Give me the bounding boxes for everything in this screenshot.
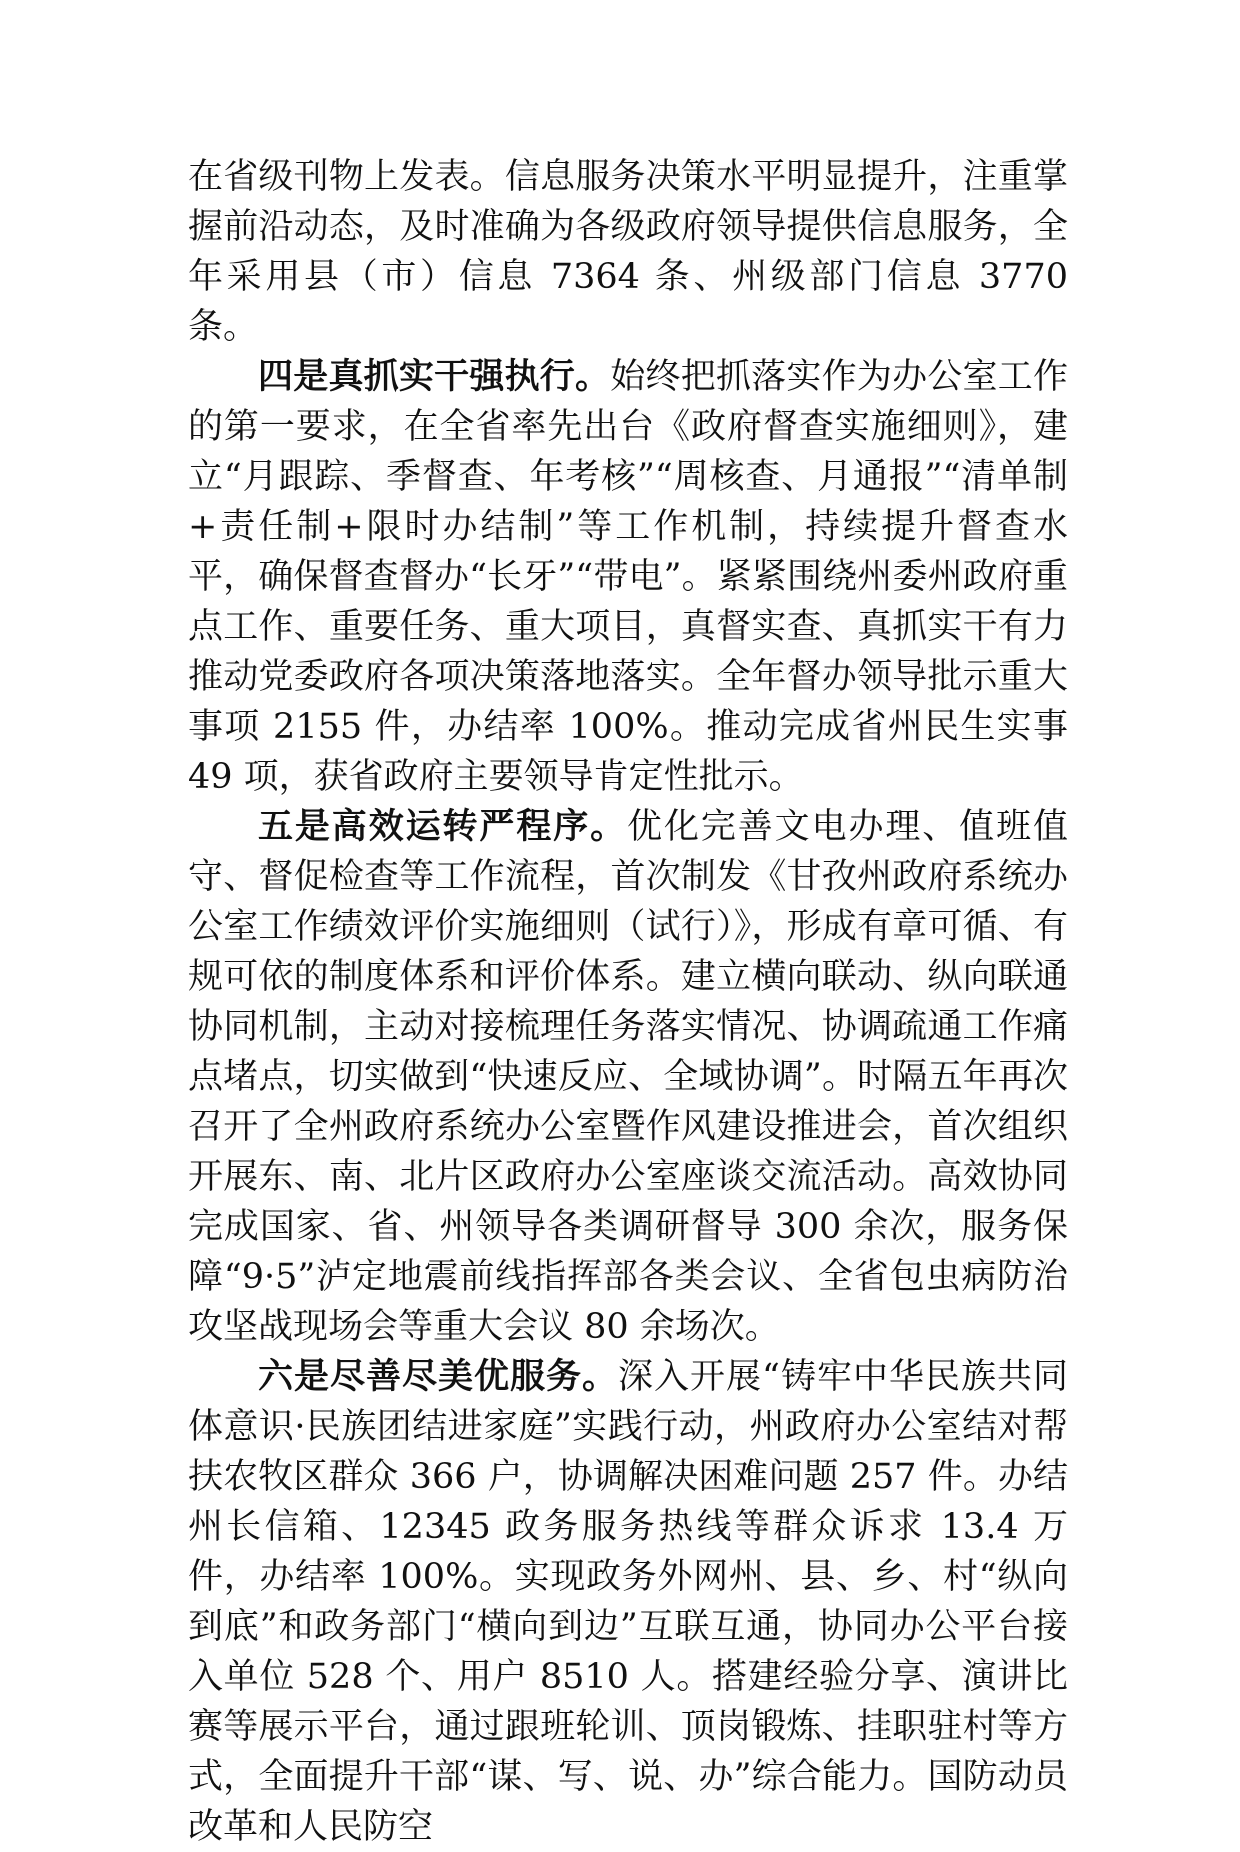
paragraph-six — [188, 1352, 1068, 1852]
paragraph-text: 始终把抓落实作为办公室工作的第一要求，在全省率先出台《政府督查实施细则》，建立“月跟踪、季督查、年考核”“周核查、月通报”“清单制+责任制+限时办结制”等工作机制，持续提升督查水平，确保督查督办“长牙”“带电”。紧紧围绕州委州政府重点工作、重要任务、重大项目，真督实查、真抓实干有力推动党委政府各项决策落地落实。全年督办领导批示重大事项 2155 件，办结率 100%。推动完成省州民生实事 49 项，获省政府主要领导肯定性批示。 — [188, 357, 1068, 797]
paragraph-heading: 四是真抓实干强执行。 — [258, 357, 611, 397]
paragraph-text: 深入开展“铸牢中华民族共同体意识·民族团结进家庭”实践行动，州政府办公室结对帮扶农牧区群众 366 户，协调解决困难问题 257 件。办结州长信箱、12345 政务服务热线等群众诉求 13.4 万件，办结率 100%。实现政务外网州、县、乡、村“纵向到底”和政务部门“横向到边”互联互通，协同办公平台接入单位 528 个、用户 8510 人。搭建经验分享、演讲比赛等展示平台，通过跟班轮训、顶岗锻炼、挂职驻村等方式，全面提升干部“谋、写、说、办”综合能力。国防动员改革和人民防空 — [188, 1357, 1068, 1847]
paragraph-text: 在省级刊物上发表。信息服务决策水平明显提升，注重掌握前沿动态，及时准确为各级政府领导提供信息服务，全年采用县（市）信息 7364 条、州级部门信息 3770 条。 — [188, 157, 1068, 347]
paragraph-continuation — [188, 152, 1068, 352]
paragraph-heading: 六是尽善尽美优服务。 — [258, 1357, 619, 1397]
paragraph-heading: 五是高效运转严程序。 — [258, 807, 628, 847]
paragraph-four — [188, 352, 1068, 802]
document-body — [188, 152, 1068, 1852]
paragraph-five — [188, 802, 1068, 1352]
paragraph-text: 优化完善文电办理、值班值守、督促检查等工作流程，首次制发《甘孜州政府系统办公室工作绩效评价实施细则（试行）》，形成有章可循、有规可依的制度体系和评价体系。建立横向联动、纵向联通协同机制，主动对接梳理任务落实情况、协调疏通工作痛点堵点，切实做到“快速反应、全域协调”。时隔五年再次召开了全州政府系统办公室暨作风建设推进会，首次组织开展东、南、北片区政府办公室座谈交流活动。高效协同完成国家、省、州领导各类调研督导 300 余次，服务保障“9·5”泸定地震前线指挥部各类会议、全省包虫病防治攻坚战现场会等重大会议 80 余场次。 — [188, 807, 1068, 1347]
